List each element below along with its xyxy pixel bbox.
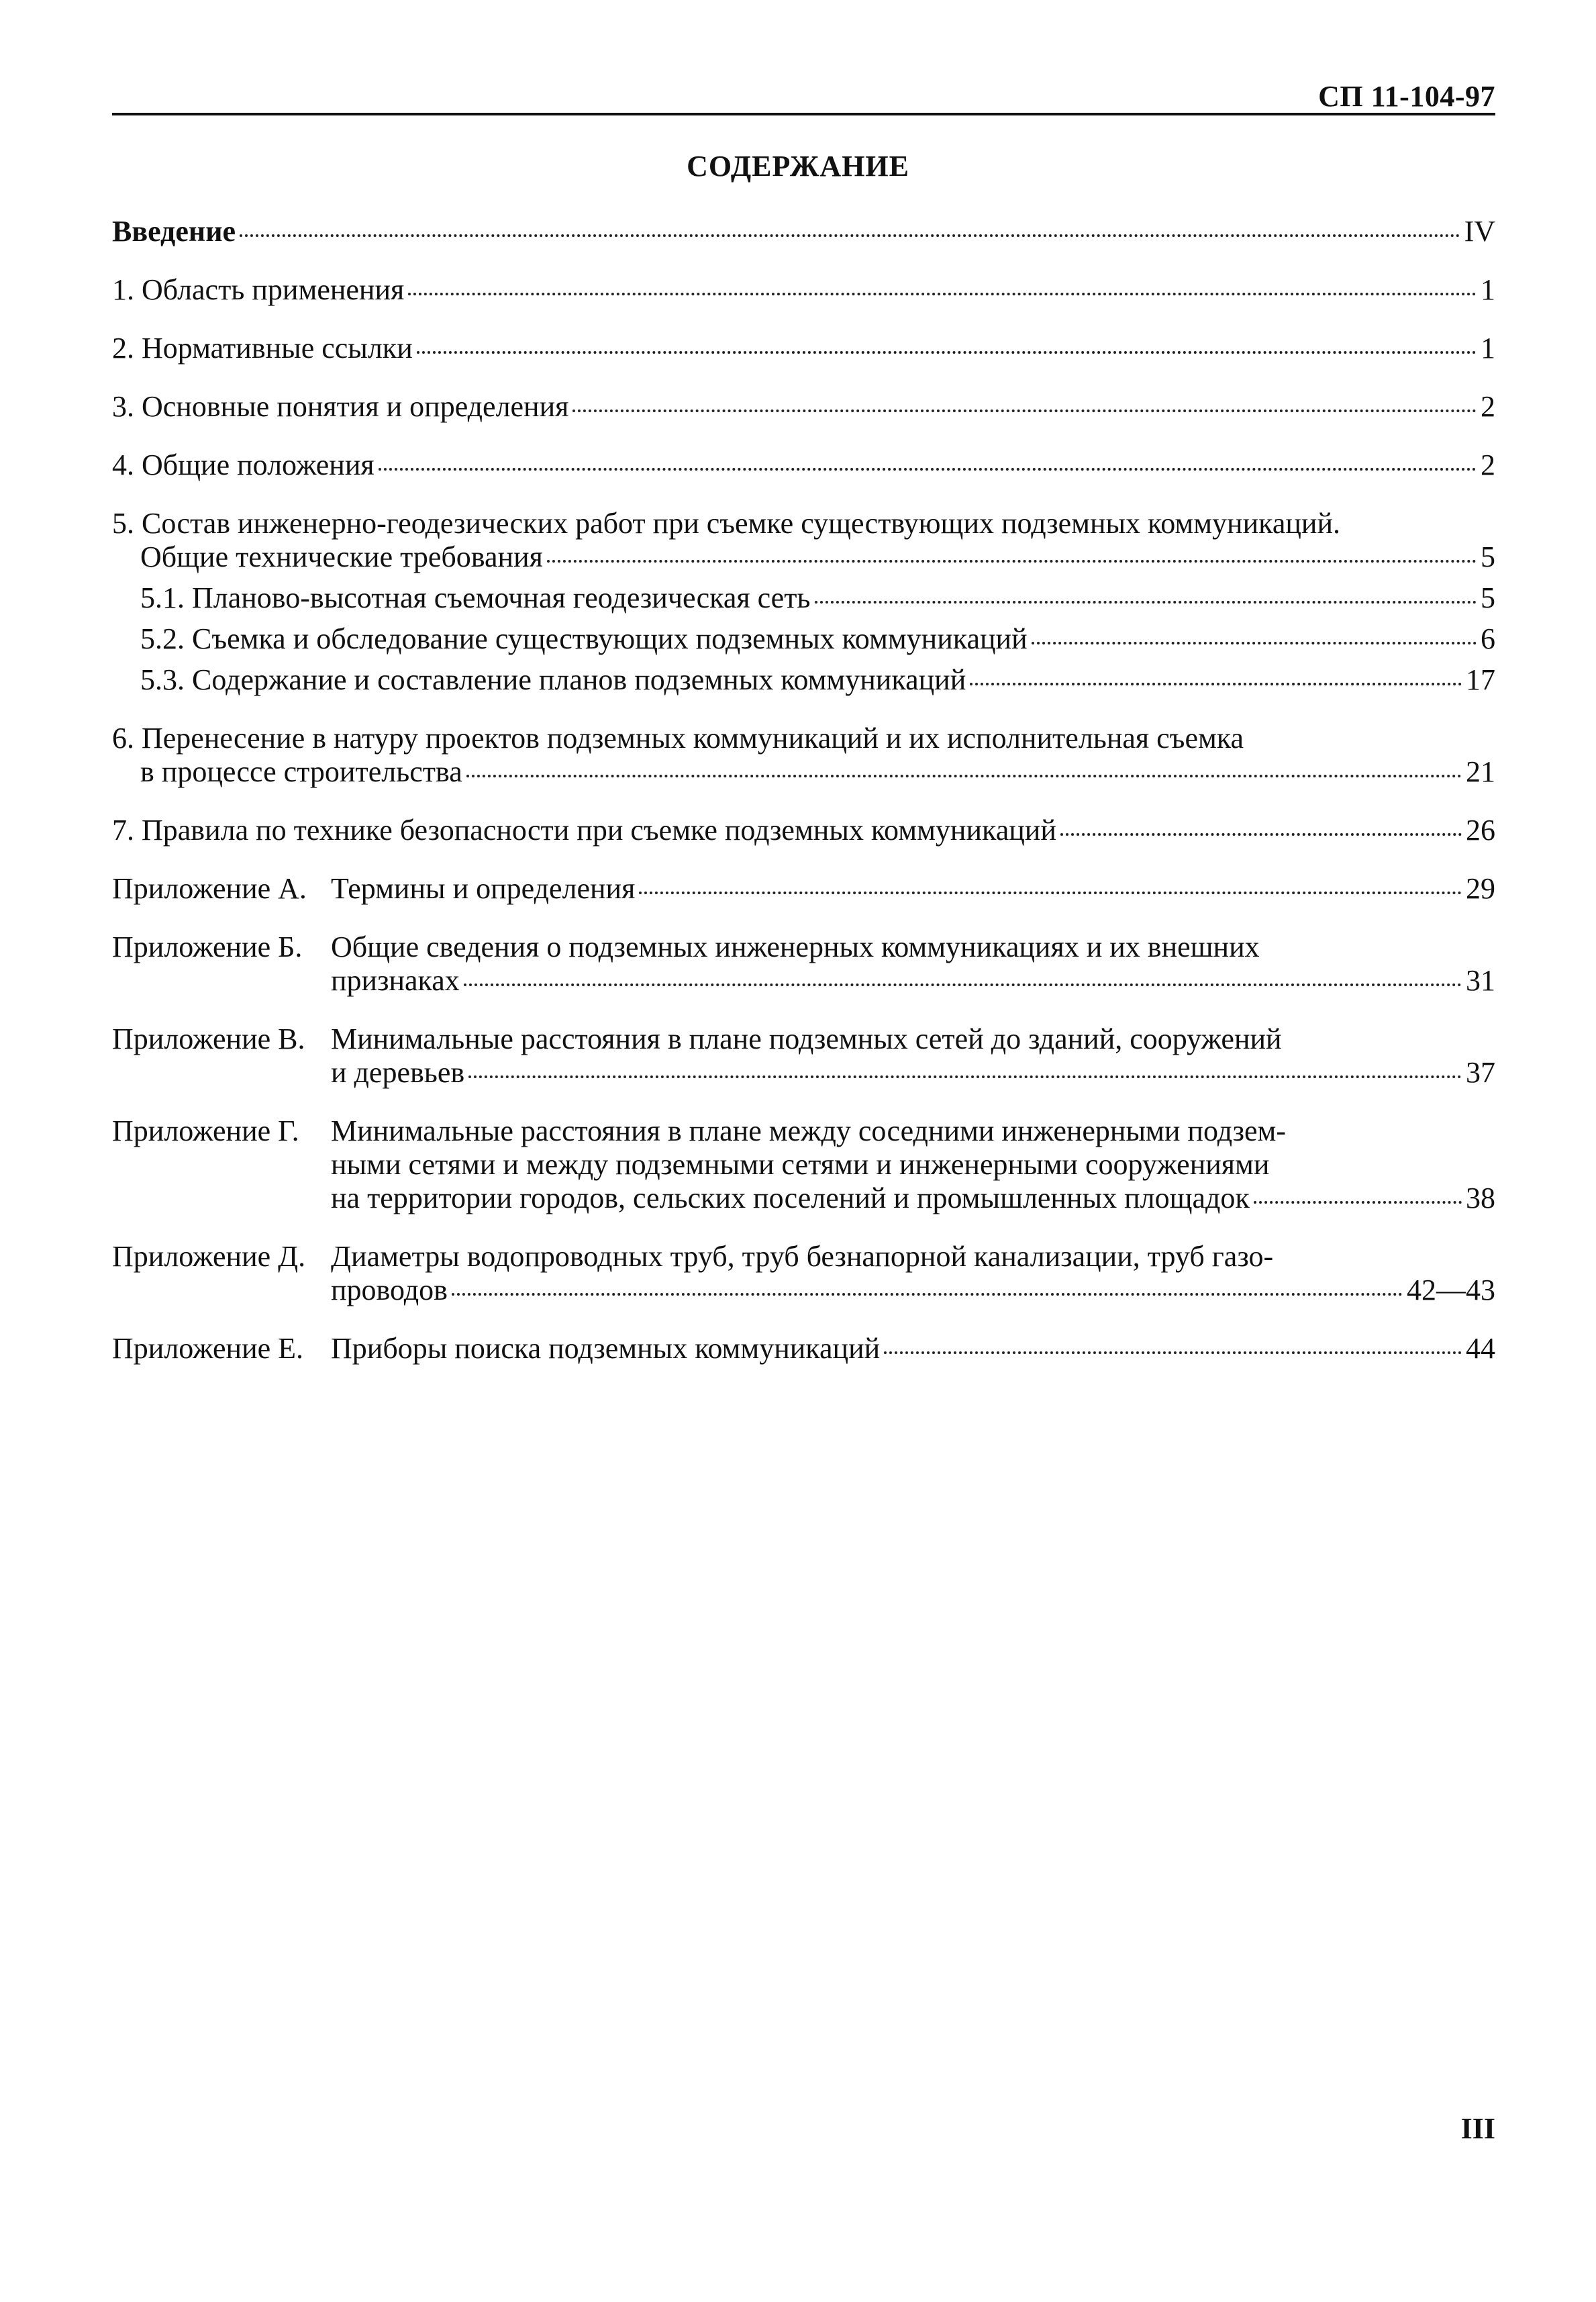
toc-entry-section-5-1[interactable] [112, 581, 1495, 615]
toc-entry-label-line1: Диаметры водопроводных труб, труб безнапорной канализации, труб газо- [331, 1240, 1274, 1273]
leader-dots [468, 1071, 1462, 1078]
toc-page-number: 5 [1481, 581, 1495, 614]
toc-entry-label: 5.3. Содержание и составление планов подземных коммуникаций [140, 663, 966, 696]
leader-dots [639, 888, 1462, 894]
toc-page-number: IV [1464, 215, 1495, 248]
toc-page-number: 17 [1466, 663, 1495, 696]
toc-entry-section-6[interactable] [112, 722, 1495, 789]
leader-dots [408, 289, 1477, 295]
toc-entry-label: 1. Область применения [112, 273, 405, 306]
leader-dots [572, 405, 1477, 412]
appendix-prefix: Приложение Б. [112, 930, 303, 963]
toc-entry-label-line1: Общие сведения о подземных инженерных коммуникациях и их внешних [331, 930, 1260, 963]
toc-page-number: 1 [1481, 332, 1495, 365]
toc-page-number: 21 [1466, 755, 1495, 788]
toc-entry-label: 5.1. Планово-высотная съемочная геодезическая сеть [140, 581, 811, 614]
leader-dots [970, 679, 1462, 685]
toc-entry-section-5-3[interactable] [112, 663, 1495, 697]
toc-entry-appendix-a[interactable] [112, 872, 1495, 906]
toc-entry-label-line2: проводов [331, 1274, 448, 1306]
leader-dots [1060, 829, 1462, 836]
document-code: СП 11-104-97 [1318, 80, 1495, 113]
toc-page-number: 2 [1481, 448, 1495, 481]
toc-entry-section-5[interactable] [112, 507, 1495, 574]
toc-entry-label: 2. Нормативные ссылки [112, 332, 413, 365]
toc-entry-label-line2: признаках [331, 964, 460, 997]
toc-entry-label-line2: Общие технические требования [140, 540, 543, 573]
toc-entry-label-line1: 6. Перенесение в натуру проектов подземных коммуникаций и их исполнительная съемка [112, 722, 1244, 755]
appendix-prefix: Приложение Е. [112, 1332, 304, 1365]
toc-entry-appendix-d[interactable] [112, 1240, 1495, 1307]
leader-dots [464, 979, 1462, 986]
toc-page-number: 5 [1481, 540, 1495, 573]
appendix-prefix: Приложение Д. [112, 1240, 306, 1273]
toc-entry-section-3[interactable] [112, 390, 1495, 424]
toc-page-number: 38 [1466, 1182, 1495, 1214]
toc-entry-label: Термины и определения [331, 872, 636, 905]
toc-page-number: 2 [1481, 390, 1495, 423]
leader-dots [815, 597, 1477, 604]
toc-entry-label-line2: ными сетями и между подземными сетями и инженерными сооружениями [331, 1148, 1270, 1181]
toc-page-number: 1 [1481, 273, 1495, 306]
toc-entry-label: 3. Основные понятия и определения [112, 390, 569, 423]
toc-entry-section-4[interactable] [112, 448, 1495, 482]
page-number: III [1460, 2112, 1495, 2145]
toc-entry-section-1[interactable] [112, 273, 1495, 307]
leader-dots [1032, 638, 1477, 644]
toc-entry-label: 7. Правила по технике безопасности при съемке подземных коммуникаций [112, 814, 1056, 847]
toc-entry-label-line1: 5. Состав инженерно-геодезических работ при съемке существующих подземных коммуникаций. [112, 507, 1341, 540]
leader-dots [379, 464, 1477, 471]
header-rule [112, 113, 1495, 115]
leader-dots [1254, 1197, 1462, 1204]
table-of-contents [112, 215, 1495, 1390]
toc-entry-label-line2: в процессе строительства [140, 755, 462, 788]
toc-page-number: 26 [1466, 814, 1495, 847]
toc-entry-appendix-e[interactable] [112, 1332, 1495, 1365]
toc-entry-label: Введение [112, 215, 236, 248]
toc-page-number: 44 [1466, 1332, 1495, 1365]
leader-dots [452, 1289, 1403, 1296]
leader-dots [466, 771, 1462, 777]
toc-entry-label: 5.2. Съемка и обследование существующих подземных коммуникаций [140, 622, 1028, 655]
leader-dots [240, 230, 1460, 237]
toc-entry-appendix-v[interactable] [112, 1022, 1495, 1090]
toc-entry-label-line1: Минимальные расстояния в плане подземных сетей до зданий, сооружений [331, 1022, 1282, 1055]
toc-entry-intro[interactable] [112, 215, 1495, 248]
toc-entry-label-line3: на территории городов, сельских поселений и промышленных площадок [331, 1182, 1250, 1214]
appendix-prefix: Приложение Г. [112, 1114, 299, 1147]
toc-page-number: 37 [1466, 1056, 1495, 1089]
toc-entry-label-line2: и деревьев [331, 1056, 465, 1089]
leader-dots [417, 347, 1477, 354]
page-title: СОДЕРЖАНИЕ [687, 150, 909, 183]
toc-entry-appendix-b[interactable] [112, 930, 1495, 998]
toc-entry-section-2[interactable] [112, 332, 1495, 365]
toc-page-number: 31 [1466, 964, 1495, 997]
toc-entry-section-7[interactable] [112, 814, 1495, 847]
toc-entry-label-line1: Минимальные расстояния в плане между соседними инженерными подзем- [331, 1114, 1287, 1147]
toc-entry-section-5-2[interactable] [112, 622, 1495, 656]
toc-page-number: 42—43 [1407, 1274, 1495, 1306]
toc-page-number: 29 [1466, 872, 1495, 905]
leader-dots [547, 556, 1477, 563]
toc-entry-appendix-g[interactable] [112, 1114, 1495, 1215]
leader-dots [884, 1347, 1462, 1354]
toc-page-number: 6 [1481, 622, 1495, 655]
toc-entry-label: 4. Общие положения [112, 448, 375, 481]
appendix-prefix: Приложение А. [112, 872, 307, 905]
appendix-prefix: Приложение В. [112, 1022, 305, 1055]
toc-entry-label: Приборы поиска подземных коммуникаций [331, 1332, 881, 1365]
